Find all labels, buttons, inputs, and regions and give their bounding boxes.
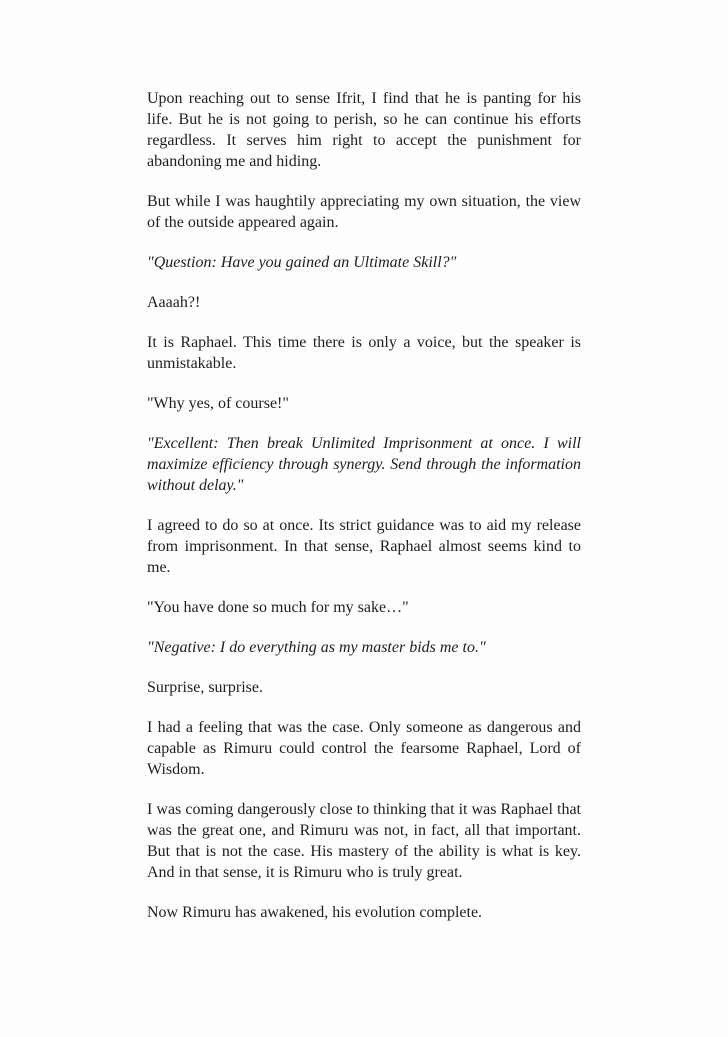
paragraph: Upon reaching out to sense Ifrit, I find that he is panting for his life. But he is not going to perish, so he can continue his efforts regardless. It serves him right to accept the punishment for abandoning me and hiding. xyxy=(147,90,581,170)
paragraph: It is Raphael. This time there is only a voice, but the speaker is unmistakable. xyxy=(147,334,581,372)
paragraph: I was coming dangerously close to thinking that it was Raphael that was the great one, and Rimuru was not, in fact, all that important. But that is not the case. His mastery of the ability is what is key. And in that sense, it is Rimuru who is truly great. xyxy=(147,801,581,881)
paragraph: Aaaah?! xyxy=(147,294,201,311)
paragraph-dialogue-skill: "Negative: I do everything as my master bids me to." xyxy=(147,639,486,656)
paragraph-dialogue: "Why yes, of course!" xyxy=(147,395,289,412)
paragraph-dialogue-skill: "Question: Have you gained an Ultimate Skill?" xyxy=(147,254,457,271)
page-text-block xyxy=(147,0,581,923)
paragraph: I agreed to do so at once. Its strict guidance was to aid my release from imprisonment. In that sense, Raphael almost seems kind to me. xyxy=(147,517,581,576)
paragraph: Now Rimuru has awakened, his evolution complete. xyxy=(147,904,483,921)
paragraph: But while I was haughtily appreciating my own situation, the view of the outside appeared again. xyxy=(147,193,581,231)
paragraph: Surprise, surprise. xyxy=(147,679,263,696)
paragraph-dialogue: "You have done so much for my sake…" xyxy=(147,599,409,616)
paragraph-dialogue-skill: "Excellent: Then break Unlimited Imprisonment at once. I will maximize efficiency through synergy. Send through the information without delay." xyxy=(147,435,581,494)
paragraph: I had a feeling that was the case. Only someone as dangerous and capable as Rimuru could control the fearsome Raphael, Lord of Wisdom. xyxy=(147,719,581,778)
